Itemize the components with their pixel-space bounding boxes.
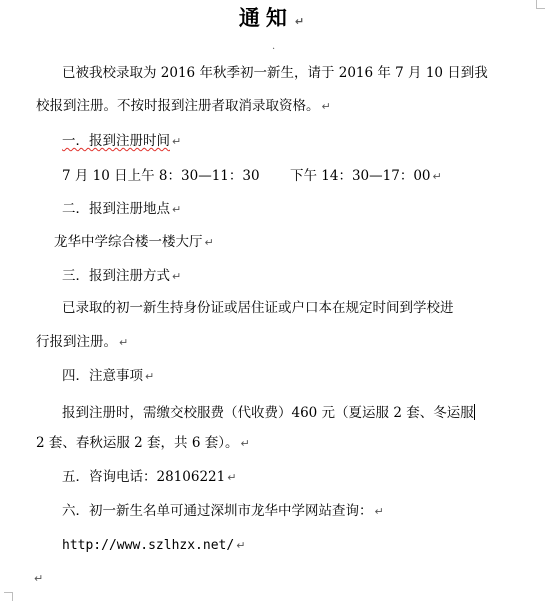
section-4-heading[interactable] [62, 370, 154, 384]
intro-line-2-text: 校报到注册。不按时报到注册者取消录取资格。 [36, 98, 320, 114]
section-4-line-2-text: 2 套、春秋运服 2 套，共 6 套）。 [36, 435, 239, 451]
page-corner-mark-bottom-left [4, 592, 13, 601]
section-1-time-pm-text: 下午 14：30—17：00 [290, 168, 431, 184]
section-4-line-2[interactable] [36, 437, 250, 451]
paragraph-mark-icon: ↵ [34, 572, 44, 585]
paragraph-mark-icon: ↵ [294, 15, 311, 28]
section-2-heading-text: 二．报到注册地点 [62, 201, 170, 217]
section-6-heading-text: 六．初一新生名单可通过深圳市龙华中学网站查询： [62, 503, 373, 519]
text-cursor [474, 404, 475, 420]
notice-title[interactable] [0, 2, 549, 32]
phone-number: 28106221 [156, 469, 226, 485]
section-3-line-2[interactable] [36, 336, 128, 350]
paragraph-mark-icon: ↵ [145, 370, 155, 383]
section-2-place[interactable] [54, 236, 214, 250]
website-url[interactable] [62, 539, 245, 552]
paragraph-mark-icon: ↵ [172, 270, 182, 283]
section-5-contact[interactable] [62, 471, 236, 485]
paragraph-mark-icon: ↵ [172, 203, 182, 216]
paragraph-mark-icon: ↵ [236, 539, 246, 552]
section-1-time-pm[interactable] [290, 170, 442, 184]
section-3-line-1[interactable]: 已录取的初一新生持身份证或居住证或户口本在规定时间到学校进 [62, 300, 454, 316]
intro-line-1[interactable]: 已被我校录取为 2016 年秋季初一新生，请于 2016 年 7 月 10 日到我 [62, 65, 488, 81]
paragraph-mark-icon: ↵ [432, 170, 442, 183]
paragraph-mark-icon: ↵ [227, 471, 237, 484]
empty-paragraph[interactable] [32, 572, 43, 586]
notice-title-text: 通知 [238, 6, 293, 30]
paragraph-mark-icon: ↵ [172, 135, 182, 148]
paragraph-mark-icon: ↵ [204, 236, 214, 249]
section-4-line-1[interactable] [62, 404, 475, 421]
paragraph-mark-icon: ↵ [119, 336, 129, 349]
section-1-heading-text: 一．报到注册时间 [62, 133, 170, 149]
paragraph-mark-icon: ↵ [240, 437, 250, 450]
section-4-line-1-text: 报到注册时，需缴交校服费（代收费）460 元（夏运服 2 套、冬运服 [62, 405, 474, 421]
intro-line-2[interactable] [36, 100, 331, 114]
paragraph-mark-icon: ↵ [321, 100, 331, 113]
paragraph-mark-icon: ↵ [374, 505, 384, 518]
website-url-text: http://www.szlhzx.net/ [62, 538, 235, 553]
section-1-heading[interactable] [62, 135, 181, 149]
section-3-heading-text: 三．报到注册方式 [62, 268, 170, 284]
center-dot-mark: · [272, 44, 276, 55]
section-2-heading[interactable] [62, 203, 181, 217]
section-3-line-2-text: 行报到注册。 [36, 334, 117, 350]
section-5-heading: 五．咨询电话： [62, 469, 157, 485]
section-1-time-am[interactable]: 7 月 10 日上午 8：30—11：30 [62, 168, 260, 184]
section-4-heading-text: 四．注意事项 [62, 368, 143, 384]
section-2-place-text: 龙华中学综合楼一楼大厅 [54, 234, 203, 250]
section-3-heading[interactable] [62, 270, 181, 284]
section-6-heading[interactable] [62, 505, 384, 519]
